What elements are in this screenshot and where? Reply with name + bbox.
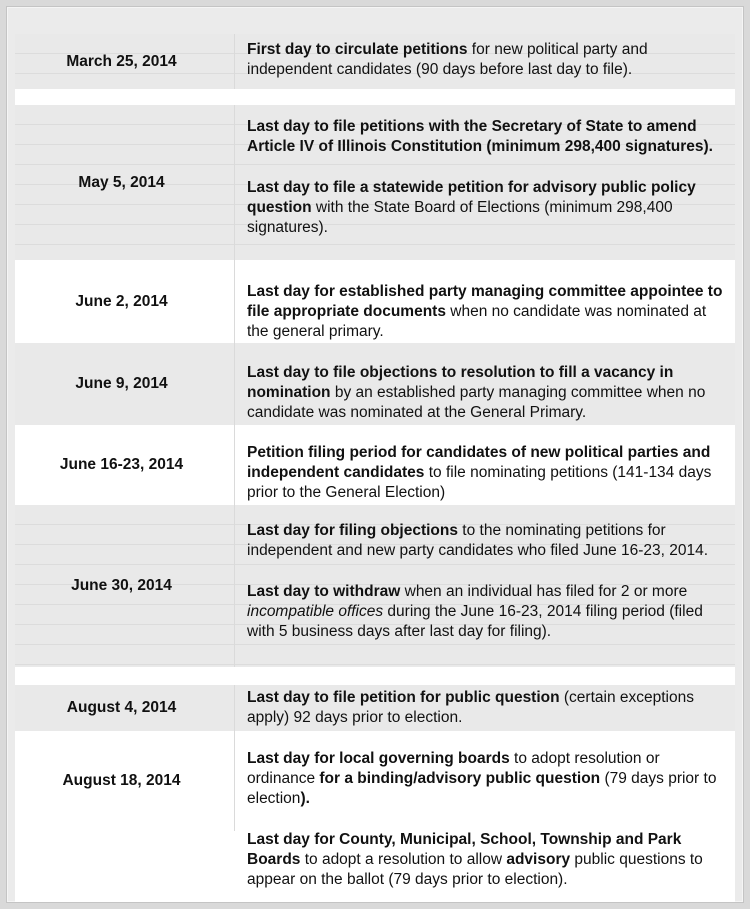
deadline-table	[6, 6, 744, 903]
row-description	[235, 260, 735, 343]
row-description	[235, 34, 735, 89]
entry: Petition filing period for candidates of new political parties and independent candidates to file nominating petitions (141-134 days prior to the General Election)	[247, 444, 712, 501]
entry: Last day to file a statewide petition for advisory public policy question with the State Board of Elections (minimum 298,400 signatures).	[247, 179, 696, 236]
row-description	[235, 505, 735, 667]
table-row	[15, 425, 735, 505]
row-date: June 16-23, 2014	[15, 425, 235, 505]
row-date: June 9, 2014	[15, 343, 235, 425]
entry: First day to circulate petitions for new political party and independent candidates (90 days before last day to file).	[247, 41, 648, 78]
entry: Last day to withdraw when an individual has filed for 2 or more incompatible offices during the June 16-23, 2014 filing period (filed with 5 business days after last day for filing).	[247, 583, 703, 640]
row-description	[235, 105, 735, 260]
table-row	[15, 731, 735, 903]
row-date: June 2, 2014	[15, 260, 235, 343]
entry: Last day for established party managing committee appointee to file appropriate documents when no candidate was nominated at the general primary.	[247, 283, 723, 340]
row-date: June 30, 2014	[15, 505, 235, 667]
table-row	[15, 34, 735, 89]
row-description	[235, 425, 735, 505]
entry: Last day to file objections to resolution to fill a vacancy in nomination by an established party managing committee when no candidate was nominated at the General Primary.	[247, 364, 706, 421]
row-date: May 5, 2014	[15, 105, 235, 260]
row-separator	[15, 667, 735, 685]
entry: Last day for County, Municipal, School, Township and Park Boards to adopt a resolution to allow advisory public questions to appear on the ballot (79 days prior to election).	[247, 831, 703, 888]
entry: Last day for filing objections to the nominating petitions for independent and new party candidates who filed June 16-23, 2014.	[247, 522, 709, 559]
row-description	[235, 731, 735, 894]
row-separator	[15, 89, 735, 105]
row-date: March 25, 2014	[15, 34, 235, 89]
table-row	[15, 343, 735, 425]
row-description	[235, 343, 735, 425]
table-row	[15, 505, 735, 667]
row-description	[235, 685, 735, 731]
entry: Last day to file petition for public question (certain exceptions apply) 92 days prior to election.	[247, 689, 694, 726]
table-row	[15, 685, 735, 731]
entry: Last day to file petitions with the Secretary of State to amend Article IV of Illinois Constitution (minimum 298,400 signatures).	[247, 118, 713, 155]
table-row	[15, 105, 735, 260]
table-row	[15, 260, 735, 343]
row-date: August 18, 2014	[15, 731, 235, 831]
entry: Last day for local governing boards to adopt resolution or ordinance for a binding/advisory public question (79 days prior to election).	[247, 750, 717, 807]
row-date: August 4, 2014	[15, 685, 235, 731]
